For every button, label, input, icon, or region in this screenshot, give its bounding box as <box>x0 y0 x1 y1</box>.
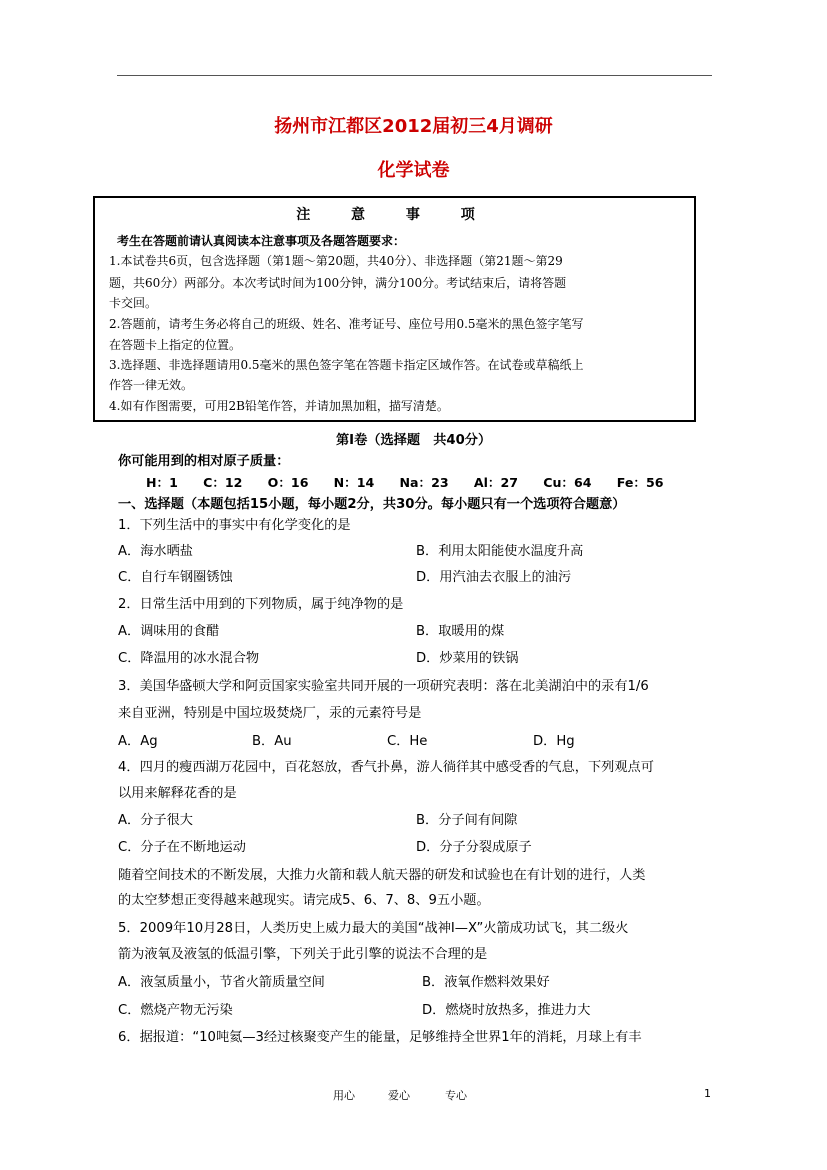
question-3-stem: 3．美国华盛顿大学和阿贡国家实验室共同开展的一项研究表明：落在北美湖泊中的汞有1/6 <box>118 679 649 694</box>
option-c: C．燃烧产物无污染 <box>118 1003 233 1018</box>
question-5-stem: 5．2009年10月28日，人类历史上威力最大的美国“战神Ⅰ—X”火箭成功试飞，其二级火 <box>118 921 629 936</box>
question-3-stem-cont: 来自亚洲，特别是中国垃圾焚烧厂，汞的元素符号是 <box>118 706 422 721</box>
notice-item: 题，共60分）两部分。本次考试时间为100分钟，满分100分。考试结束后，请将答题 <box>109 276 567 290</box>
notice-item: 3.选择题、非选择题请用0.5毫米的黑色签字笔在答题卡指定区域作答。在试卷或草稿纸上 <box>109 358 584 372</box>
notice-item: 4.如有作图需要，可用2B铅笔作答，并请加黑加粗，描写清楚。 <box>109 399 449 413</box>
option-c: C．降温用的冰水混合物 <box>118 651 260 666</box>
option-b: B．利用太阳能使水温度升高 <box>416 544 584 559</box>
notice-item: 卡交回。 <box>109 296 158 310</box>
exam-title: 扬州市江都区2012届初三4月调研 <box>274 116 553 137</box>
footer-motto: 爱心 <box>388 1089 410 1102</box>
passage-text: 随着空间技术的不断发展，大推力火箭和载人航天器的研发和试验也在有计划的进行，人类 <box>118 868 646 883</box>
option-a: A．液氢质量小，节省火箭质量空间 <box>118 975 325 990</box>
question-4-stem-cont: 以用来解释花香的是 <box>118 786 237 801</box>
footer-motto: 用心 <box>333 1089 355 1102</box>
atomic-mass-values: H：1 C：12 O：16 N：14 Na：23 Al：27 Cu：64 Fe：56 <box>146 475 664 490</box>
question-5-stem-cont: 箭为液氧及液氢的低温引擎，下列关于此引擎的说法不合理的是 <box>118 947 488 962</box>
notice-item: 2.答题前，请考生务必将自己的班级、姓名、准考证号、座位号用0.5毫米的黑色签字笔写 <box>109 317 584 331</box>
option-c: C．He <box>387 734 428 749</box>
notice-item: 1.本试卷共6页，包含选择题（第1题～第20题，共40分）、非选择题（第21题～第29 <box>109 254 563 268</box>
option-b: B．取暖用的煤 <box>416 624 505 639</box>
option-a: A．调味用的食醋 <box>118 624 220 639</box>
footer-motto: 专心 <box>445 1089 467 1102</box>
option-c: C．自行车钢圈锈蚀 <box>118 570 233 585</box>
exam-subtitle: 化学试卷 <box>377 160 450 181</box>
notice-heading: 注 意 事 项 <box>296 207 493 223</box>
option-d: D．用汽油去衣服上的油污 <box>416 570 572 585</box>
top-rule <box>117 75 712 76</box>
option-a: A．分子很大 <box>118 813 193 828</box>
choice-section-heading: 一、选择题（本题包括15小题，每小题2分，共30分。每小题只有一个选项符合题意） <box>118 497 626 512</box>
question-2-stem: 2．日常生活中用到的下列物质，属于纯净物的是 <box>118 597 404 612</box>
option-c: C．分子在不断地运动 <box>118 840 246 855</box>
question-6-stem: 6．据报道：“10吨氦—3经过核聚变产生的能量，足够维持全世界1年的消耗，月球上有丰 <box>118 1030 642 1045</box>
option-a: A．海水晒盐 <box>118 544 193 559</box>
notice-item: 在答题卡上指定的位置。 <box>109 338 242 352</box>
option-b: B．液氧作燃料效果好 <box>422 975 550 990</box>
option-b: B．分子间有间隙 <box>416 813 518 828</box>
option-b: B．Au <box>252 734 292 749</box>
passage-text: 的太空梦想正变得越来越现实。请完成5、6、7、8、9五小题。 <box>118 893 490 908</box>
option-d: D．燃烧时放热多，推进力大 <box>422 1003 591 1018</box>
option-a: A．Ag <box>118 734 158 749</box>
notice-item: 作答一律无效。 <box>109 378 194 392</box>
page-number: 1 <box>704 1087 711 1100</box>
atomic-mass-label: 你可能用到的相对原子质量： <box>118 454 290 469</box>
option-d: D．分子分裂成原子 <box>416 840 532 855</box>
option-d: D．Hg <box>533 734 575 749</box>
option-d: D．炒菜用的铁锅 <box>416 651 519 666</box>
section-title: 第Ⅰ卷（选择题 共40分） <box>336 433 492 448</box>
notice-intro: 考生在答题前请认真阅读本注意事项及各题答题要求： <box>117 234 406 248</box>
notice-box <box>93 196 696 422</box>
question-1-stem: 1．下列生活中的事实中有化学变化的是 <box>118 518 351 533</box>
question-4-stem: 4．四月的瘦西湖万花园中，百花怒放，香气扑鼻，游人徜徉其中感受香的气息，下列观点可 <box>118 760 654 775</box>
